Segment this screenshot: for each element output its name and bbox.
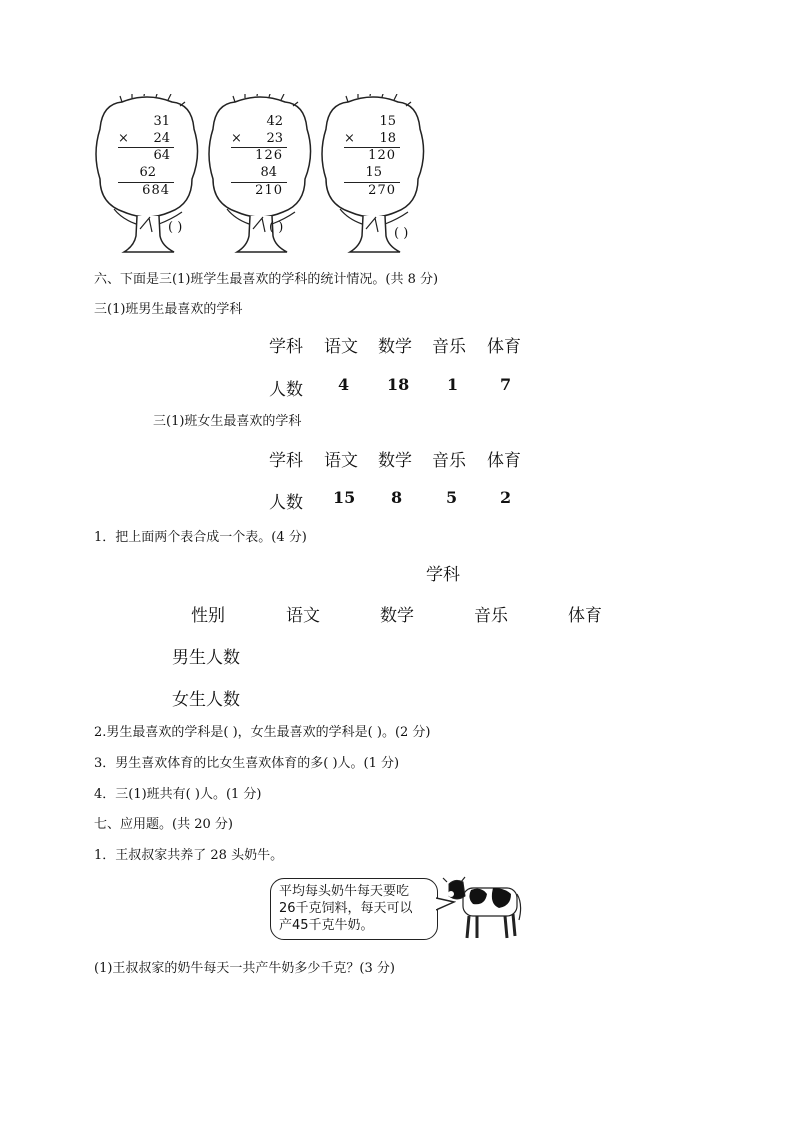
- table-cell: 学科: [269, 451, 303, 471]
- times-sign: ×: [118, 131, 129, 146]
- partial-product-2: 84: [260, 165, 277, 180]
- speech-bubble: [270, 878, 438, 940]
- merged-table-top-header: [0, 560, 794, 586]
- tree-3: [318, 94, 428, 254]
- times-sign: ×: [231, 131, 242, 146]
- table-cell: 音乐: [474, 606, 508, 626]
- question-1: 1．把上面两个表合成一个表。(4 分): [94, 530, 307, 545]
- table-cell: 语文: [324, 451, 358, 471]
- answer-blank[interactable]: ( ): [269, 220, 284, 235]
- word-problem-1: 1．王叔叔家共养了 28 头奶牛。: [94, 848, 284, 863]
- partial-product-1: 64: [153, 148, 170, 163]
- multiplier: 24: [153, 131, 170, 146]
- multiplicand: 31: [153, 114, 170, 129]
- table-cell: 18: [387, 375, 410, 394]
- table-cell: 1: [447, 375, 459, 394]
- answer-blank[interactable]: ( ): [394, 226, 409, 241]
- section-6-heading: 六、下面是三(1)班学生最喜欢的学科的统计情况。(共 8 分): [94, 272, 439, 287]
- product: 684: [142, 183, 170, 198]
- merged-table-girls-row: [0, 685, 794, 711]
- product: 210: [255, 183, 283, 198]
- table-cell: 4: [338, 375, 350, 394]
- tree-exercises: [92, 94, 452, 254]
- table-cell: 男生人数: [172, 648, 240, 668]
- table-cell: 学科: [426, 565, 460, 585]
- table-cell: 8: [391, 488, 403, 507]
- bubble-line-1: 平均每头奶牛每天要吃: [279, 884, 410, 899]
- partial-product-1: 120: [368, 148, 396, 163]
- table-cell: 学科: [269, 337, 303, 357]
- table-cell: 体育: [487, 337, 521, 357]
- table-cell: 音乐: [432, 451, 466, 471]
- multiplicand: 15: [379, 114, 396, 129]
- table-cell: 数学: [378, 451, 412, 471]
- multiplicand: 42: [266, 114, 283, 129]
- table-cell: 性别: [191, 606, 225, 626]
- question-4: 4．三(1)班共有( )人。(1 分): [94, 787, 262, 802]
- partial-product-2: 15: [365, 165, 382, 180]
- bubble-line-2: 26千克饲料，每天可以: [279, 901, 413, 916]
- merged-table-boys-row: [0, 643, 794, 669]
- tree-2: [205, 94, 315, 254]
- section-7-heading: 七、应用题。(共 20 分): [94, 817, 233, 832]
- girls-table-header-row: [0, 446, 794, 470]
- answer-blank[interactable]: ( ): [168, 220, 183, 235]
- table-cell: 5: [446, 488, 458, 507]
- cow-icon: [441, 874, 523, 942]
- multiplication-2: [225, 114, 287, 214]
- boys-table-title: 三(1)班男生最喜欢的学科: [94, 302, 243, 317]
- table-cell: 语文: [286, 606, 320, 626]
- multiplication-3: [338, 114, 400, 214]
- table-cell: 人数: [269, 380, 303, 400]
- table-cell: 人数: [269, 493, 303, 513]
- table-cell: 7: [500, 375, 512, 394]
- girls-table-title: 三(1)班女生最喜欢的学科: [153, 414, 302, 429]
- table-cell: 2: [500, 488, 512, 507]
- partial-product-2: 62: [139, 165, 156, 180]
- product: 270: [368, 183, 396, 198]
- table-cell: 女生人数: [172, 690, 240, 710]
- bubble-line-3: 产45千克牛奶。: [279, 918, 374, 933]
- girls-table-count-row: [0, 488, 794, 512]
- question-3: 3．男生喜欢体育的比女生喜欢体育的多( )人。(1 分): [94, 756, 400, 771]
- multiplier: 23: [266, 131, 283, 146]
- question-2: 2.男生最喜欢的学科是( )，女生最喜欢的学科是( )。(2 分): [94, 725, 431, 740]
- multiplication-1: [112, 114, 174, 214]
- table-cell: 15: [333, 488, 356, 507]
- table-cell: 体育: [568, 606, 602, 626]
- multiplier: 18: [379, 131, 396, 146]
- merged-table-header-row: [0, 601, 794, 627]
- partial-product-1: 126: [255, 148, 283, 163]
- boys-table-header-row: [0, 332, 794, 356]
- boys-table-count-row: [0, 375, 794, 399]
- table-cell: 体育: [487, 451, 521, 471]
- times-sign: ×: [344, 131, 355, 146]
- table-cell: 音乐: [432, 337, 466, 357]
- sub-question-1: (1)王叔叔家的奶牛每天一共产牛奶多少千克？(3 分): [94, 961, 395, 976]
- tree-1: [92, 94, 202, 254]
- table-cell: 语文: [324, 337, 358, 357]
- table-cell: 数学: [378, 337, 412, 357]
- table-cell: 数学: [380, 606, 414, 626]
